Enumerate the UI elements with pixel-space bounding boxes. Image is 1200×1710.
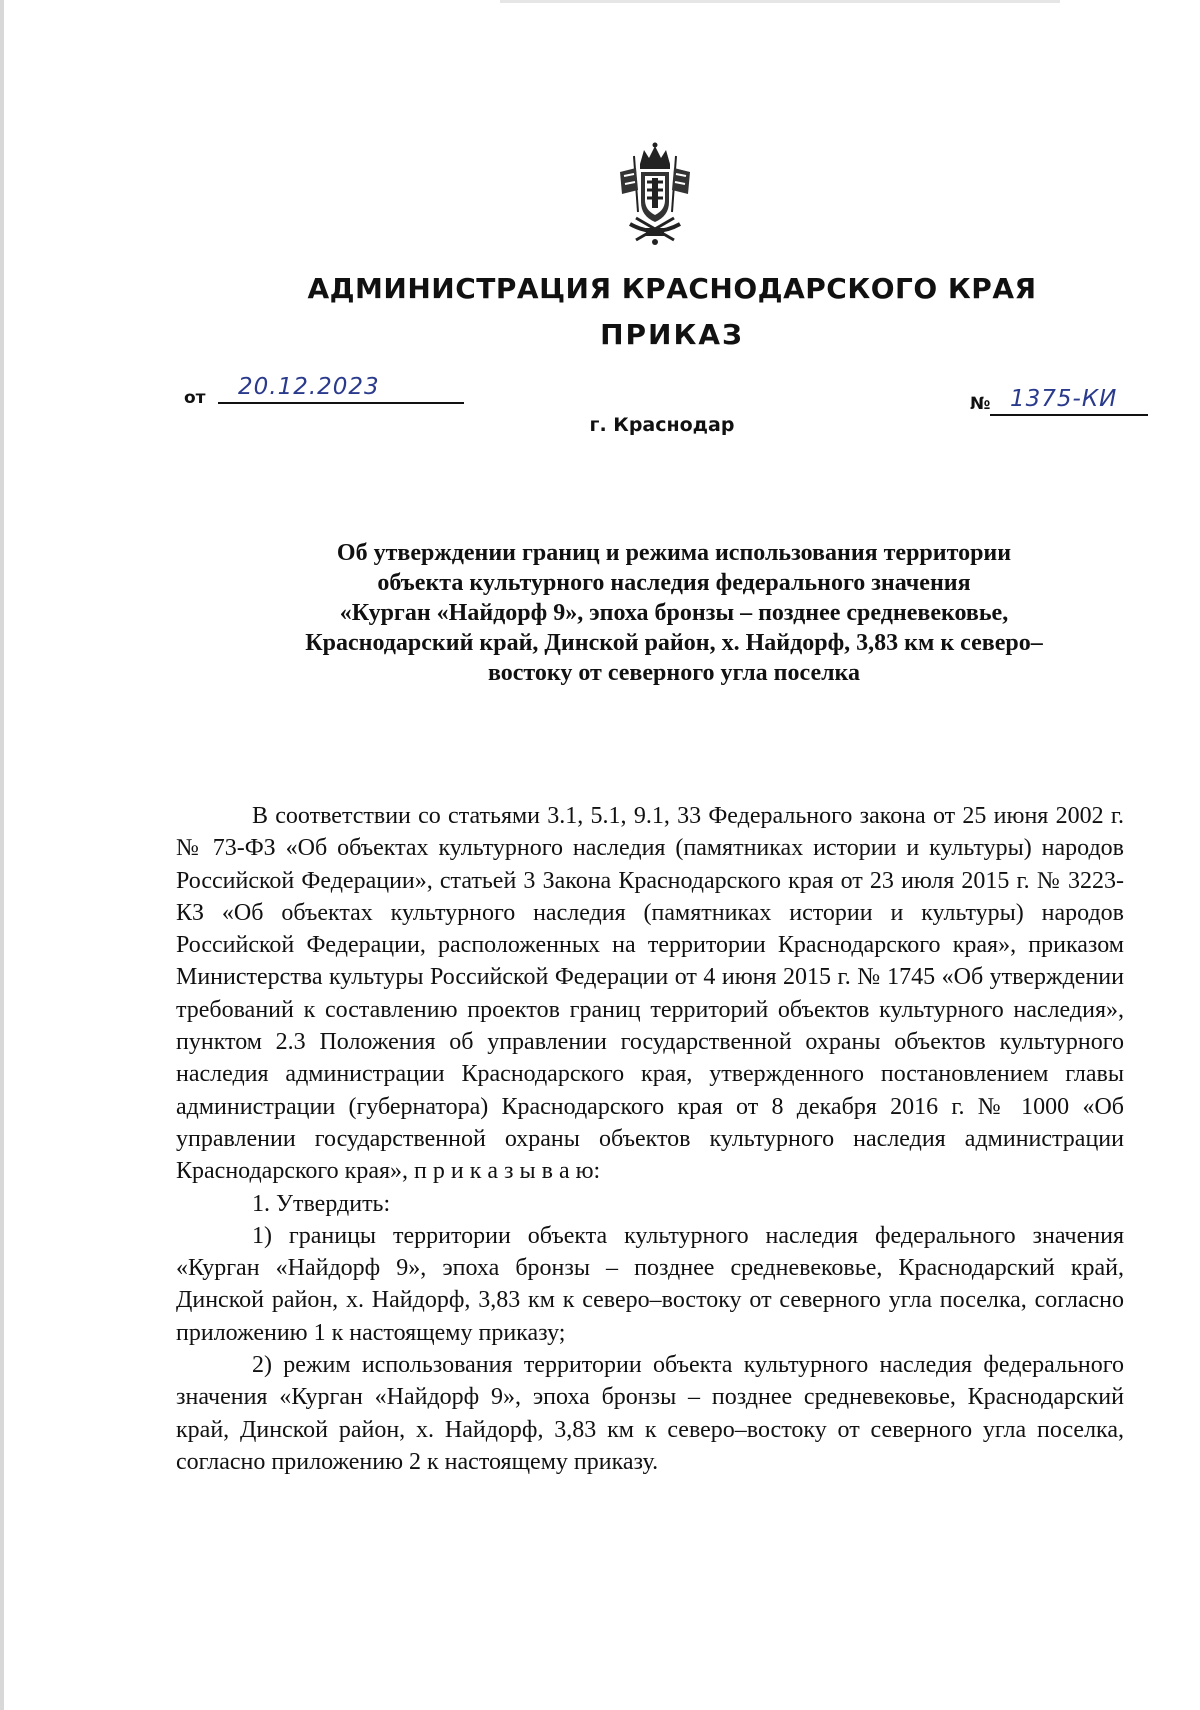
coat-of-arms-icon: [616, 142, 694, 246]
order-item: 1. Утвердить:: [252, 1190, 391, 1217]
order-subitem: 2) режим использования территории объекта культурного наследия федерального значения «Курган «Найдорф 9», эпоха бронзы – позднее средневековье, Краснодарский край, Динской район, х. Найдорф, 3,83 км к северо–востоку от северного угла поселка, согласно приложению 2 к настоящему приказу.: [176, 1352, 1124, 1475]
document-type: ПРИКАЗ: [600, 318, 744, 351]
document-body: [176, 800, 1124, 1478]
date-prefix: от: [184, 388, 206, 408]
preamble-paragraph: В соответствии со статьями 3.1, 5.1, 9.1, 33 Федерального закона от 25 июня 2002 г. № 73-ФЗ «Об объектах культурного наследия (памятниках истории и культуры) народов Российской Федерации», статьей 3 Закона Краснодарского края от 23 июля 2015 г. № 3223-КЗ «Об объектах культурного наследия (памятниках истории и культуры) народов Российской Федерации, расположенных на территории Краснодарского края», приказом Министерства культуры Российской Федерации от 4 июня 2015 г. № 1745 «Об утверждении требований к составлению проектов границ территорий объектов культурного наследия», пунктом 2.3 Положения об управлении государственной охраны объектов культурного наследия администрации Краснодарского края, утвержденного постановлением главы администрации (губернатора) Краснодарского края от 8 декабря 2016 г. № 1000 «Об управлении государственной охраны объектов культурного наследия администрации Краснодарского края», п р и к а з ы в а ю:: [176, 803, 1124, 1185]
scan-top-artifact: [500, 0, 1060, 3]
order-subitem: 1) границы территории объекта культурного наследия федерального значения «Курган «Найдорф 9», эпоха бронзы – позднее средневековье, Краснодарский край, Динской район, х. Найдорф, 3,83 км к северо–востоку от северного угла поселка, согласно приложению 1 к настоящему приказу;: [176, 1222, 1124, 1346]
title-line: Краснодарский край, Динской район, х. Найдорф, 3,83 км к северо–: [305, 630, 1043, 656]
title-line: объекта культурного наследия федерального значения: [377, 570, 971, 596]
handwritten-date: 20.12.2023: [238, 374, 380, 400]
city: г. Краснодар: [589, 414, 735, 436]
title-line: «Курган «Найдорф 9», эпоха бронзы – позднее средневековье,: [339, 600, 1009, 626]
organization-name: АДМИНИСТРАЦИЯ КРАСНОДАРСКОГО КРАЯ: [307, 272, 1037, 305]
number-prefix: №: [970, 394, 991, 414]
handwritten-number: 1375-КИ: [1010, 386, 1118, 412]
document-title: [180, 538, 1168, 688]
title-line: Об утверждении границ и режима использования территории: [336, 540, 1012, 566]
title-line: востоку от северного угла поселка: [487, 660, 861, 686]
scan-edge: [0, 0, 4, 1710]
